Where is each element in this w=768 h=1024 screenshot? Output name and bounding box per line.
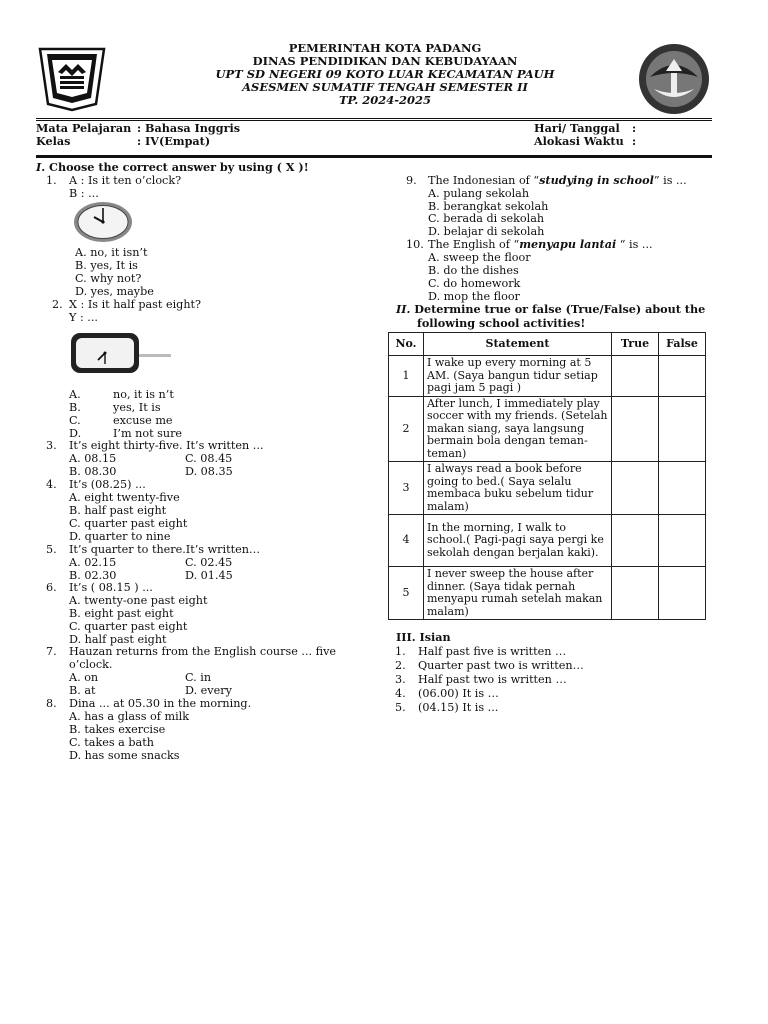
col-true: True [612,333,659,356]
q8-option-a[interactable]: A. has a glass of milk [69,710,190,723]
q3-option-a[interactable]: A. 08.15 [69,452,117,465]
true-cell[interactable] [612,567,659,620]
clock-ten-oclock-image [72,200,134,244]
header-government: PEMERINTAH KOTA PADANG [288,41,482,55]
q10-option-d[interactable]: D. mop the floor [428,290,520,303]
q10-option-a[interactable]: A. sweep the floor [428,251,531,264]
row-number: 3 [389,462,424,515]
q4-stem: It’s (08.25) ... [69,478,146,491]
true-cell[interactable] [612,462,659,515]
q5-option-c[interactable]: C. 02.45 [185,556,233,569]
q2-option-c[interactable]: excuse me [113,414,173,427]
header-department: DINAS PENDIDIKAN DAN KEBUDAYAAN [252,54,518,68]
q4-number: 4. [46,478,57,491]
q8-option-c[interactable]: C. takes a bath [69,736,154,749]
q7-option-d[interactable]: D. every [185,684,232,697]
q1-option-c[interactable]: C. why not? [75,272,142,285]
day-value: : [632,121,637,135]
q2-option-c-letter[interactable]: C. [69,414,81,427]
fill-item-number: 1. [395,645,406,658]
row-number: 2 [389,396,424,462]
q8-number: 8. [46,697,57,710]
q9-option-c[interactable]: C. berada di sekolah [428,212,545,225]
q3-stem: It’s eight thirty-five. It’s written ... [69,439,264,452]
section-2-title: II. Determine true or false (True/False) about the [396,302,706,316]
q4-option-c[interactable]: C. quarter past eight [69,517,188,530]
table-row [389,356,706,397]
section-3-title: III. Isian [396,630,451,644]
header-year: TP. 2024-2025 [338,93,432,107]
q1-option-b[interactable]: B. yes, It is [75,259,138,272]
city-emblem-logo [36,46,108,112]
table-row [389,462,706,515]
clock-half-past-eight-image [70,332,172,378]
q9-option-a[interactable]: A. pulang sekolah [428,187,530,200]
header-divider [36,118,712,119]
fill-item: (04.15) It is ... [418,701,499,714]
q6-option-d[interactable]: D. half past eight [69,633,167,646]
table-row [389,515,706,567]
row-number: 1 [389,356,424,397]
q2-option-d[interactable]: I’m not sure [113,427,183,440]
q1-line-a: A : Is it ten o’clock? [69,174,182,187]
false-cell[interactable] [659,356,706,397]
fill-item: Quarter past two is written… [418,659,584,672]
header-exam: ASESMEN SUMATIF TENGAH SEMESTER II [242,80,528,94]
false-cell[interactable] [659,567,706,620]
q1-option-a[interactable]: A. no, it isn’t [75,246,148,259]
q10-stem: The English of “menyapu lantai “ is ... [428,237,653,251]
section-2-title-line2: following school activities! [417,316,586,330]
table-header-row [389,333,706,356]
false-cell[interactable] [659,515,706,567]
q9-number: 9. [406,174,417,187]
q10-option-b[interactable]: B. do the dishes [428,264,519,277]
row-statement: In the morning, I walk to school.( Pagi-pagi saya pergi ke sekolah dengan berjalan kaki). [424,515,612,567]
q9-option-b[interactable]: B. berangkat sekolah [428,200,549,213]
true-cell[interactable] [612,356,659,397]
section-1-title: I. Choose the correct answer by using ( X )! [36,160,309,174]
table-row [389,396,706,462]
q2-option-b[interactable]: yes, It is [113,401,161,414]
day-label: Hari/ Tanggal [534,121,620,135]
q2-line-b: Y : ... [69,311,98,324]
col-false: False [659,333,706,356]
q6-option-c[interactable]: C. quarter past eight [69,620,188,633]
q3-option-d[interactable]: D. 08.35 [185,465,233,478]
false-cell[interactable] [659,396,706,462]
fill-item-number: 3. [395,673,406,686]
header-school: UPT SD NEGERI 09 KOTO LUAR KECAMATAN PAUH [215,67,555,81]
info-divider [36,155,712,158]
row-statement: After lunch, I immediately play soccer with my friends. (Setelah makan siang, saya langsung bermain bola dengan teman-teman) [424,396,612,462]
table-row [389,567,706,620]
q7-stem-line1: Hauzan returns from the English course ... five [69,645,337,658]
q9-stem: The Indonesian of “studying in school” is ... [428,173,687,187]
q3-number: 3. [46,439,57,452]
q8-stem: Dina ... at 05.30 in the morning. [69,697,252,710]
q2-option-a-letter[interactable]: A. [69,388,81,401]
q1-line-b: B : ... [69,187,99,200]
true-false-table [388,332,706,620]
q5-number: 5. [46,543,57,556]
q2-number: 2. [52,298,63,311]
q4-option-b[interactable]: B. half past eight [69,504,167,517]
q1-option-d[interactable]: D. yes, maybe [75,285,154,298]
row-statement: I always read a book before going to bed.( Saya selalu membaca buku sebelum tidur malam) [424,462,612,515]
fill-item-number: 4. [395,687,406,700]
q6-option-b[interactable]: B. eight past eight [69,607,174,620]
q4-option-a[interactable]: A. eight twenty-five [69,491,180,504]
q1-number: 1. [46,174,57,187]
q5-option-d[interactable]: D. 01.45 [185,569,233,582]
fill-item-number: 2. [395,659,406,672]
q5-option-b[interactable]: B. 02.30 [69,569,117,582]
q5-option-a[interactable]: A. 02.15 [69,556,117,569]
q2-option-b-letter[interactable]: B. [69,401,81,414]
col-no: No. [389,333,424,356]
q2-option-d-letter[interactable]: D. [69,427,82,440]
q7-option-b[interactable]: B. at [69,684,96,697]
fill-item: Half past two is written … [418,673,567,686]
time-value: : [632,134,637,148]
q6-stem: It’s ( 08.15 ) ... [69,581,153,594]
q10-option-c[interactable]: C. do homework [428,277,521,290]
true-cell[interactable] [612,515,659,567]
q10-number: 10. [406,238,424,251]
tut-wuri-handayani-logo [636,43,712,115]
row-statement: I wake up every morning at 5 AM. (Saya bangun tidur setiap pagi jam 5 pagi ) [424,356,612,397]
q6-number: 6. [46,581,57,594]
q8-option-d[interactable]: D. has some snacks [69,749,180,762]
q7-option-c[interactable]: C. in [185,671,212,684]
fill-item-number: 5. [395,701,406,714]
row-number: 4 [389,515,424,567]
class-value: : IV(Empat) [137,134,211,148]
q3-option-c[interactable]: C. 08.45 [185,452,233,465]
q7-number: 7. [46,645,57,658]
fill-item: (06.00) It is … [418,687,499,700]
q5-stem: It’s quarter to there.It’s written… [69,543,261,556]
subject-value: : Bahasa Inggris [137,121,241,135]
q4-option-d[interactable]: D. quarter to nine [69,530,171,543]
col-statement: Statement [424,333,612,356]
false-cell[interactable] [659,462,706,515]
q2-option-a[interactable]: no, it is n’t [113,388,174,401]
q9-option-d[interactable]: D. belajar di sekolah [428,225,545,238]
time-label: Alokasi Waktu [534,134,624,148]
row-number: 5 [389,567,424,620]
subject-label: Mata Pelajaran [36,121,132,135]
q2-line-a: X : Is it half past eight? [69,298,202,311]
q3-option-b[interactable]: B. 08.30 [69,465,117,478]
true-cell[interactable] [612,396,659,462]
q8-option-b[interactable]: B. takes exercise [69,723,166,736]
fill-item: Half past five is written … [418,645,567,658]
q7-option-a[interactable]: A. on [69,671,99,684]
q6-option-a[interactable]: A. twenty-one past eight [69,594,208,607]
row-statement: I never sweep the house after dinner. (Saya tidak pernah menyapu rumah setelah makan malam) [424,567,612,620]
q7-stem-line2: o’clock. [69,658,113,671]
class-label: Kelas [36,134,71,148]
